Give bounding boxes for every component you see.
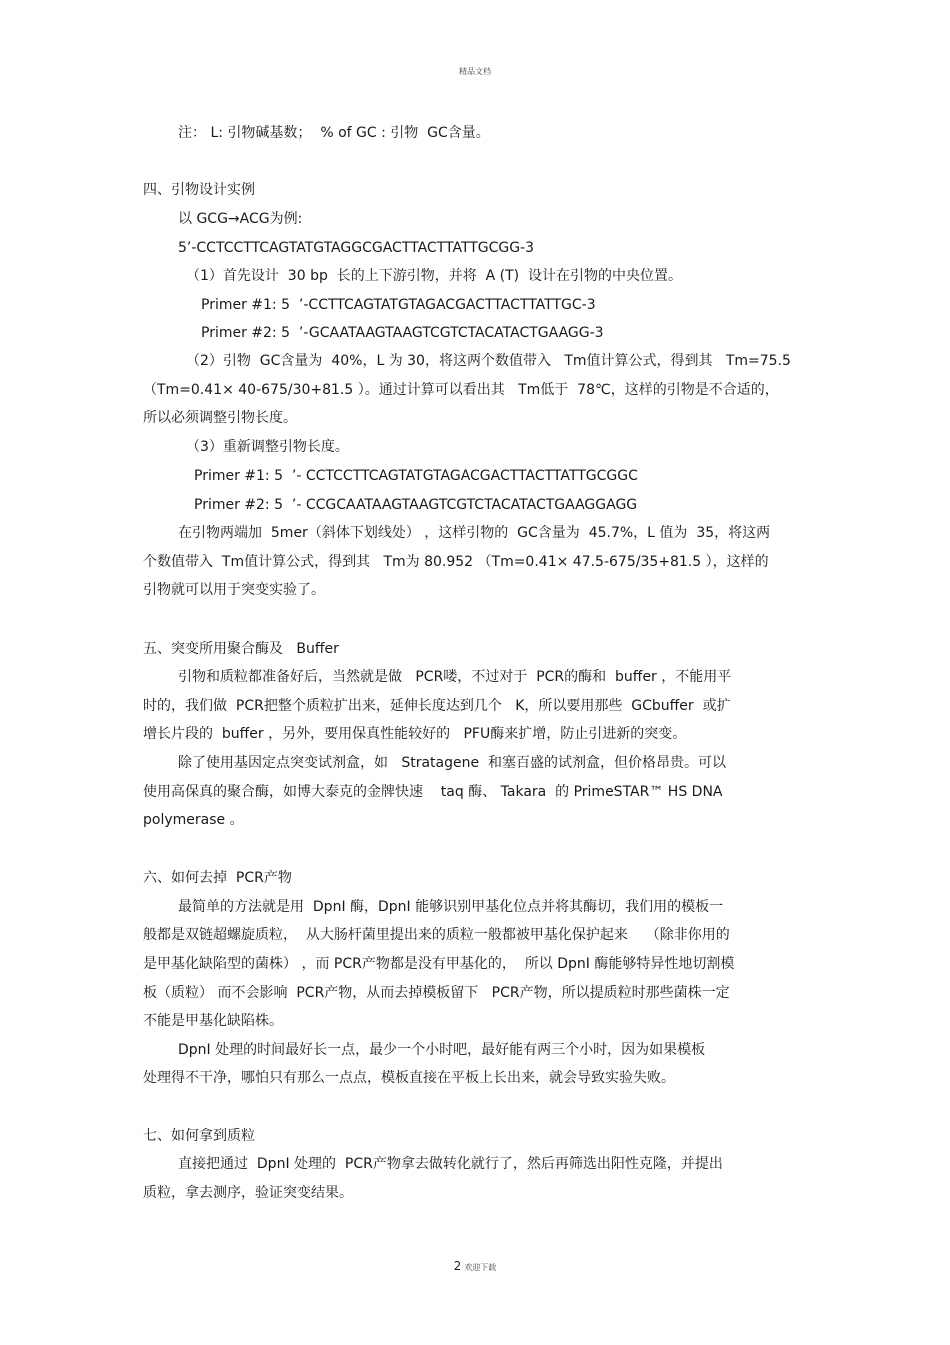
text-line: 六、如何去掉 PCR产物 xyxy=(143,870,292,886)
text-line: 般都是双链超螺旋质粒， 从大肠杆菌里提出来的质粒一般都被甲基化保护起来 （除非你用的 xyxy=(143,927,730,943)
text-line: 所以必须调整引物长度。 xyxy=(143,410,297,426)
text-line: 时的，我们做 PCR把整个质粒扩出来，延伸长度达到几个 K，所以要用那些 GCbuffer 或扩 xyxy=(143,698,731,714)
text-line: Primer #2: 5 ’- CCGCAATAAGTAAGTCGTCTACATACTGAAGGAGG xyxy=(194,497,638,513)
text-line: Primer #1: 5 ’-CCTTCAGTATGTAGACGACTTACTTATTGC-3 xyxy=(201,297,596,313)
page-number: 2 xyxy=(453,1259,462,1273)
text-line: 5’-CCTCCTTCAGTATGTAGGCGACTTACTTATTGCGG-3 xyxy=(178,240,535,256)
page-footer xyxy=(0,1259,950,1273)
text-line: polymerase 。 xyxy=(143,812,244,828)
text-line: 处理得不干净，哪怕只有那么一点点，模板直接在平板上长出来，就会导致实验失败。 xyxy=(143,1070,675,1086)
text-line: 不能是甲基化缺陷株。 xyxy=(143,1013,283,1029)
text-line: DpnI 处理的时间最好长一点，最少一个小时吧，最好能有两三个小时，因为如果模板 xyxy=(178,1042,706,1058)
text-line: 个数值带入 Tm值计算公式，得到其 Tm为 80.952 （Tm=0.41× 47.5-675/35+81.5 ），这样的 xyxy=(143,554,769,570)
text-line: 引物和质粒都准备好后，当然就是做 PCR喽，不过对于 PCR的酶和 buffer ，不能用平 xyxy=(178,669,732,685)
text-line: （3）重新调整引物长度。 xyxy=(186,439,349,455)
text-line: 以 GCG→ACG为例: xyxy=(178,211,303,227)
text-line: 在引物两端加 5mer（斜体下划线处） ，这样引物的 GC含量为 45.7%，L 值为 35，将这两 xyxy=(178,525,771,541)
text-line: 引物就可以用于突变实验了。 xyxy=(143,582,325,598)
text-line: 四、引物设计实例 xyxy=(143,182,255,198)
text-line: 五、突变所用聚合酶及 Buffer xyxy=(143,641,339,657)
text-line: （2）引物 GC含量为 40%，L 为 30，将这两个数值带入 Tm值计算公式，得到其 Tm=75.5 xyxy=(186,353,791,369)
text-line: 板（质粒） 而不会影响 PCR产物，从而去掉模板留下 PCR产物，所以提质粒时那些菌株一定 xyxy=(143,985,730,1001)
text-line: 注： L: 引物碱基数； % of GC : 引物 GC含量。 xyxy=(178,125,490,141)
text-line: 使用高保真的聚合酶，如博大泰克的金牌快速 taq 酶、 Takara 的 PrimeSTAR™ HS DNA xyxy=(143,784,723,800)
text-line: 最简单的方法就是用 DpnI 酶，DpnI 能够识别甲基化位点并将其酶切，我们用的模板一 xyxy=(178,899,724,915)
text-line: （1）首先设计 30 bp 长的上下游引物，并将 A (T) 设计在引物的中央位置。 xyxy=(186,268,683,284)
text-line: 质粒，拿去测序，验证突变结果。 xyxy=(143,1185,353,1201)
text-line: 除了使用基因定点突变试剂盒，如 Stratagene 和塞百盛的试剂盒，但价格昂贵。可以 xyxy=(178,755,727,771)
page-header: 精品文档 xyxy=(459,67,491,76)
text-line: （Tm=0.41× 40-675/30+81.5 ）。通过计算可以看出其 Tm低于 78℃，这样的引物是不合适的， xyxy=(143,382,779,398)
footer-note: 欢迎下载 xyxy=(464,1263,497,1272)
text-line: 七、如何拿到质粒 xyxy=(143,1128,255,1144)
text-line: 是甲基化缺陷型的菌株） ，而 PCR产物都是没有甲基化的， 所以 DpnI 酶能够特异性地切割模 xyxy=(143,956,735,972)
text-line: 直接把通过 DpnI 处理的 PCR产物拿去做转化就行了，然后再筛选出阳性克隆，并提出 xyxy=(178,1156,723,1172)
text-line: Primer #2: 5 ’-GCAATAAGTAAGTCGTCTACATACTGAAGG-3 xyxy=(201,325,604,341)
text-line: Primer #1: 5 ’- CCTCCTTCAGTATGTAGACGACTTACTTATTGCGGC xyxy=(194,468,638,484)
text-line: 增长片段的 buffer ，另外，要用保真性能较好的 PFU酶来扩增，防止引进新的突变。 xyxy=(143,726,687,742)
